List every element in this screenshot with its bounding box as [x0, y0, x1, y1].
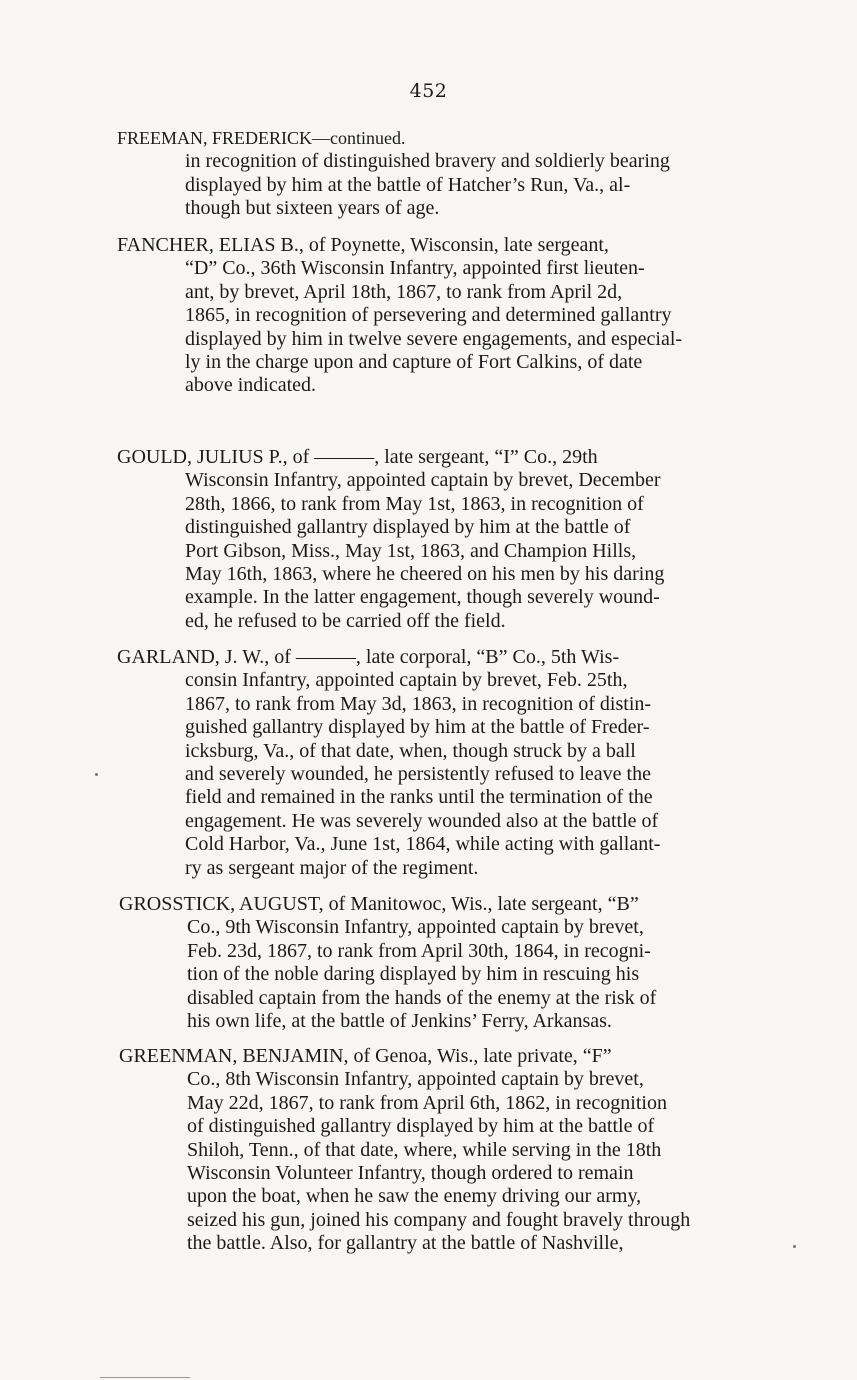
- entry-line: and severely wounded, he persistently refused to leave the: [185, 763, 651, 786]
- entry-line: guished gallantry displayed by him at the battle of Freder-: [185, 716, 650, 739]
- entry-line: Cold Harbor, Va., June 1st, 1864, while acting with gallant-: [185, 833, 661, 856]
- page-number: 452: [409, 80, 448, 102]
- entry-line: ant, by brevet, April 18th, 1867, to rank from April 2d,: [185, 280, 623, 303]
- entry-line: the battle. Also, for gallantry at the battle of Nashville,: [187, 1232, 624, 1255]
- entry-line: displayed by him at the battle of Hatcher’s Run, Va., al-: [185, 173, 631, 196]
- scan-speck: [793, 1245, 796, 1248]
- entry-line: ly in the charge upon and capture of Fort Calkins, of date: [185, 351, 643, 374]
- entry-line: Co., 8th Wisconsin Infantry, appointed captain by brevet,: [187, 1068, 644, 1091]
- entry-line: 1865, in recognition of persevering and determined gallantry: [185, 304, 672, 327]
- entry-line: seized his gun, joined his company and fought bravely through: [187, 1208, 691, 1231]
- entry-line: Feb. 23d, 1867, to rank from April 30th, 1864, in recogni-: [187, 939, 651, 962]
- entry-line: consin Infantry, appointed captain by brevet, Feb. 25th,: [185, 669, 628, 692]
- entry-line: engagement. He was severely wounded also at the battle of: [185, 809, 659, 832]
- entry-gould: [117, 446, 775, 633]
- scan-speck: [95, 773, 98, 776]
- entry-heading: FREEMAN, FREDERICK—continued.: [117, 128, 406, 148]
- entry-heading: GREENMAN, BENJAMIN, of Genoa, Wis., late private, “F”: [119, 1045, 612, 1067]
- entry-line: upon the boat, when he saw the enemy driving our army,: [187, 1185, 642, 1208]
- entry-freeman: [117, 127, 770, 221]
- entry-line: 1867, to rank from May 3d, 1863, in recognition of distin-: [185, 692, 652, 715]
- entry-line: above indicated.: [185, 374, 317, 397]
- entry-line: though but sixteen years of age.: [185, 197, 440, 220]
- entry-line: Co., 9th Wisconsin Infantry, appointed captain by brevet,: [187, 916, 644, 939]
- entry-line: ed, he refused to be carried off the field.: [185, 609, 506, 632]
- entry-fancher: [117, 234, 772, 398]
- entry-heading: FANCHER, ELIAS B., of Poynette, Wisconsin, late sergeant,: [117, 234, 609, 256]
- entry-line: icksburg, Va., of that date, when, though struck by a ball: [185, 739, 636, 762]
- entry-line: Wisconsin Volunteer Infantry, though ordered to remain: [187, 1162, 634, 1185]
- entry-garland: [117, 646, 775, 880]
- entry-line: May 16th, 1863, where he cheered on his men by his daring: [185, 563, 665, 586]
- entry-line: tion of the noble daring displayed by him in rescuing his: [187, 963, 640, 986]
- entry-line: displayed by him in twelve severe engagements, and especial-: [185, 327, 683, 350]
- entry-line: May 22d, 1867, to rank from April 6th, 1862, in recognition: [187, 1091, 667, 1114]
- entry-grosstick: [119, 893, 775, 1033]
- footnote-rule: [100, 1377, 190, 1378]
- entry-line: ry as sergeant major of the regiment.: [185, 856, 479, 879]
- entry-greenman: [119, 1045, 775, 1256]
- entry-heading: GROSSTICK, AUGUST, of Manitowoc, Wis., late sergeant, “B”: [119, 893, 639, 915]
- entry-line: “D” Co., 36th Wisconsin Infantry, appointed first lieuten-: [185, 257, 645, 280]
- entry-line: Wisconsin Infantry, appointed captain by brevet, December: [185, 469, 661, 492]
- entry-heading: GOULD, JULIUS P., of ———, late sergeant, “I” Co., 29th: [117, 446, 598, 468]
- entry-line: field and remained in the ranks until the termination of the: [185, 786, 653, 809]
- entry-line: of distinguished gallantry displayed by him at the battle of: [187, 1115, 655, 1138]
- entry-line: disabled captain from the hands of the enemy at the risk of: [187, 986, 657, 1009]
- entry-line: Port Gibson, Miss., May 1st, 1863, and Champion Hills,: [185, 539, 637, 562]
- entry-line: his own life, at the battle of Jenkins’ Ferry, Arkansas.: [187, 1010, 612, 1033]
- entry-line: example. In the latter engagement, though severely wound-: [185, 586, 660, 609]
- entry-heading: GARLAND, J. W., of ———, late corporal, “B” Co., 5th Wis-: [117, 646, 620, 668]
- entry-line: in recognition of distinguished bravery and soldierly bearing: [185, 150, 670, 173]
- entry-line: distinguished gallantry displayed by him at the battle of: [185, 516, 631, 539]
- entry-line: Shiloh, Tenn., of that date, where, while serving in the 18th: [187, 1138, 662, 1161]
- entry-line: 28th, 1866, to rank from May 1st, 1863, in recognition of: [185, 492, 644, 515]
